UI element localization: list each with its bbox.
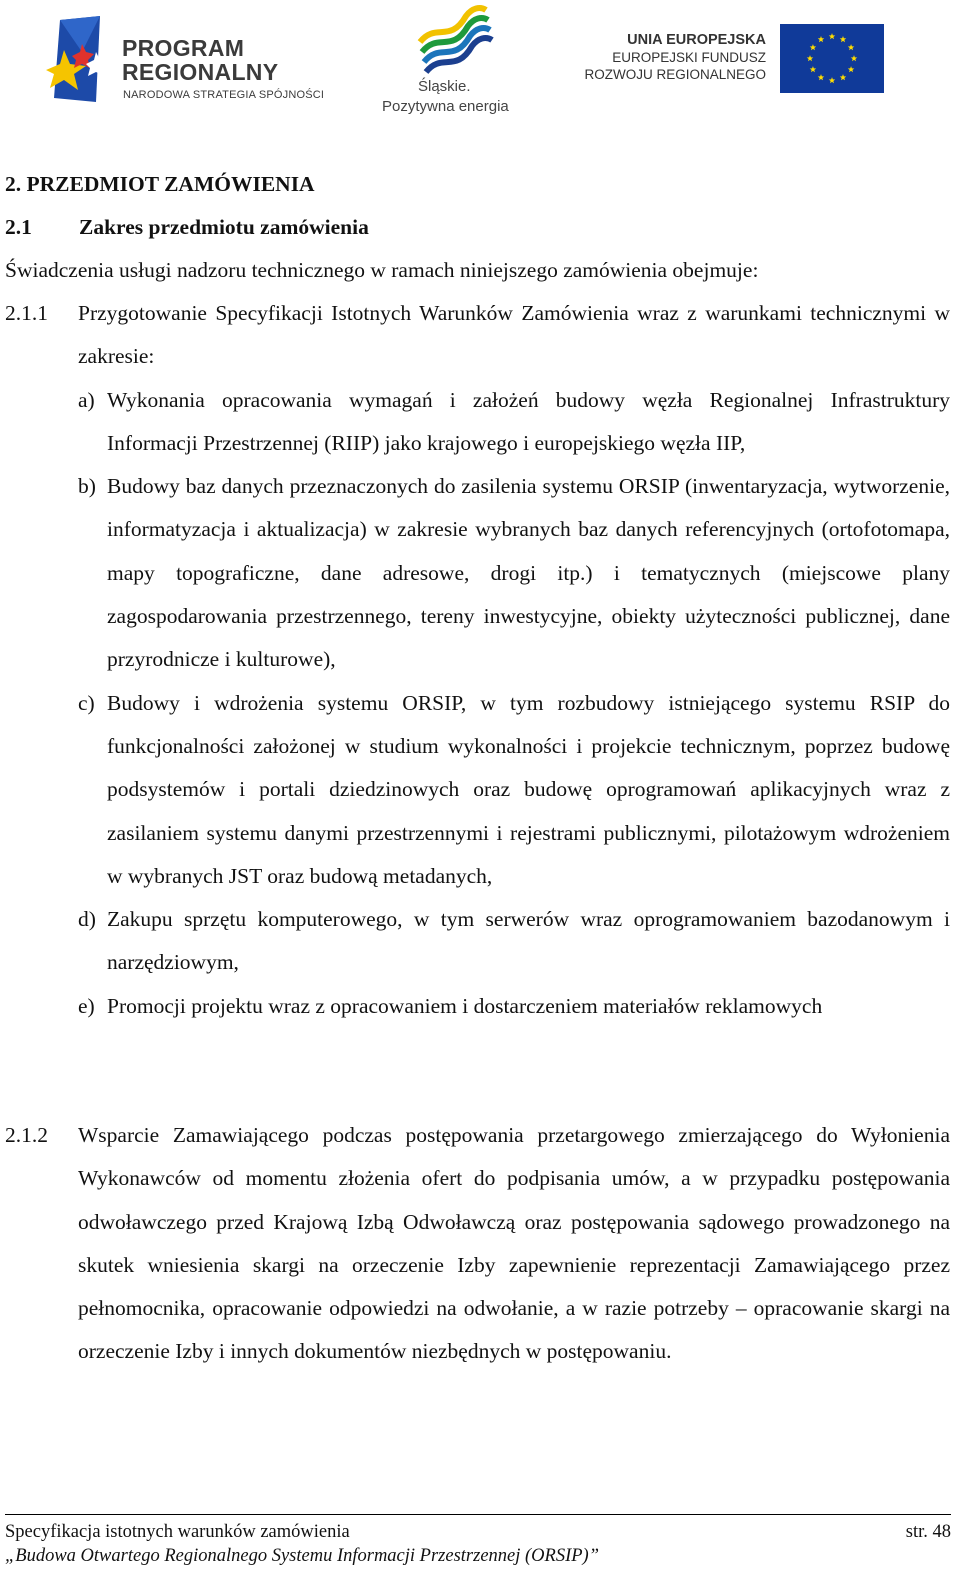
program-regionalny-logo bbox=[42, 12, 342, 107]
slaskie-name: Śląskie. bbox=[418, 78, 471, 95]
eu-star-icon bbox=[810, 66, 816, 72]
list-marker: e) bbox=[78, 993, 95, 1018]
list-item bbox=[78, 682, 950, 898]
program-regionalny-subtitle: NARODOWA STRATEGIA SPÓJNOŚCI bbox=[123, 89, 325, 101]
eu-flag-icon bbox=[780, 24, 884, 93]
eu-star-icon bbox=[840, 74, 846, 80]
slaskie-waves-icon bbox=[414, 4, 494, 76]
eu-star-icon bbox=[848, 66, 854, 72]
eu-star-icon bbox=[818, 36, 824, 42]
footer-document-title: Specyfikacja istotnych warunków zamówienia bbox=[5, 1522, 350, 1542]
scope-list bbox=[78, 379, 950, 1028]
footer-project-title: „Budowa Otwartego Regionalnego Systemu Informacji Przestrzennej (ORSIP)” bbox=[5, 1546, 599, 1566]
eu-star-icon bbox=[829, 77, 835, 83]
page-number: str. 48 bbox=[905, 1522, 951, 1542]
eu-star-icon bbox=[848, 44, 854, 50]
program-regionalny-title: PROGRAM REGIONALNY bbox=[122, 35, 279, 85]
subsection-number: 2.1 bbox=[5, 215, 32, 239]
eu-star-icon bbox=[810, 44, 816, 50]
eu-stars bbox=[780, 24, 884, 93]
list-item bbox=[78, 465, 950, 681]
list-item-text: Zakupu sprzętu komputerowego, w tym serwerów wraz oprogramowaniem bazodanowym i narzędziowym, bbox=[107, 907, 950, 975]
header-logos bbox=[0, 0, 960, 130]
section-number: 2.1.1 bbox=[5, 301, 48, 325]
list-marker: c) bbox=[78, 690, 95, 715]
eu-star-icon bbox=[807, 55, 813, 61]
eu-star-icon bbox=[818, 74, 824, 80]
list-marker: b) bbox=[78, 474, 96, 499]
list-item-text: Budowy i wdrożenia systemu ORSIP, w tym rozbudowy istniejącego systemu RSIP do funkcjonalności założonej w studium wykonalności i projekcie technicznym, poprzez budowę podsystemów i portali dziedzinowych oraz budowę oprogramowań aplikacyjnych wraz z zasilaniem systemu danymi przestrzennymi i rejestrami publicznymi, pilotażowym wdrożeniem w wybranych JST oraz budową metadanych, bbox=[107, 690, 950, 888]
list-item bbox=[78, 898, 950, 985]
program-regionalny-emblem bbox=[42, 12, 122, 107]
eu-fund-name: UNIA EUROPEJSKA EUROPEJSKI FUNDUSZ ROZWOJU REGIONALNEGO bbox=[584, 32, 766, 82]
section-heading: 2. PRZEDMIOT ZAMÓWIENIA bbox=[5, 172, 315, 196]
list-item bbox=[78, 985, 950, 1028]
section-number: 2.1.2 bbox=[5, 1123, 48, 1147]
list-item-text: Promocji projektu wraz z opracowaniem i dostarczeniem materiałów reklamowych bbox=[107, 993, 823, 1018]
list-marker: a) bbox=[78, 387, 95, 412]
list-item bbox=[78, 379, 950, 466]
page-footer bbox=[5, 1514, 951, 1568]
list-marker: d) bbox=[78, 907, 96, 932]
intro-paragraph: Świadczenia usługi nadzoru technicznego w ramach niniejszego zamówienia obejmuje: bbox=[5, 258, 759, 282]
eu-star-icon bbox=[840, 36, 846, 42]
section-text: Przygotowanie Specyfikacji Istotnych Warunków Zamówienia wraz z warunkami technicznymi w zakresie: bbox=[78, 301, 950, 369]
subsection-heading bbox=[5, 206, 369, 249]
section-2-1-1 bbox=[5, 292, 950, 1028]
subsection-title: Zakres przedmiotu zamówienia bbox=[79, 215, 369, 239]
eu-star-icon bbox=[851, 55, 857, 61]
list-item-text: Wykonania opracowania wymagań i założeń budowy węzła Regionalnej Infrastruktury Informacji Przestrzennej (RIIP) jako krajowego i europejskiego węzła IIP, bbox=[107, 387, 950, 455]
list-item-text: Budowy baz danych przeznaczonych do zasilenia systemu ORSIP (inwentaryzacja, wytworzenie, informatyzacja i aktualizacja) w zakresie wybranych baz danych referencyjnych (ortofotomapa, mapy topograficzne, dane adresowe, drogi itp.) i tematycznych (miejscowe plany zagospodarowania przestrzennego, tereny inwestycyjne, obiekty użyteczności publicznej, dane przyrodnicze i kulturowe), bbox=[107, 474, 950, 672]
slaskie-tagline: Pozytywna energia bbox=[382, 98, 509, 115]
section-text: Wsparcie Zamawiającego podczas postępowania przetargowego zmierzającego do Wyłonienia Wykonawców od momentu złożenia ofert do podpisania umów, a w przypadku postępowania odwoławczego przed Krajową Izbą Odwoławczą oraz postępowania sądowego prowadzonego na skutek wniesienia skargi na orzeczenie Izby zapewnienie reprezentacji Zamawiającego przez pełnomocnika, opracowanie odpowiedzi na odwołanie, a w razie potrzeby – opracowanie skargi na orzeczenie Izby i innych dokumentów niezbędnych w postępowaniu. bbox=[78, 1123, 950, 1364]
section-2-1-2 bbox=[5, 1114, 950, 1374]
eu-logo bbox=[584, 24, 888, 96]
eu-star-icon bbox=[829, 33, 835, 39]
slaskie-logo bbox=[378, 4, 518, 119]
